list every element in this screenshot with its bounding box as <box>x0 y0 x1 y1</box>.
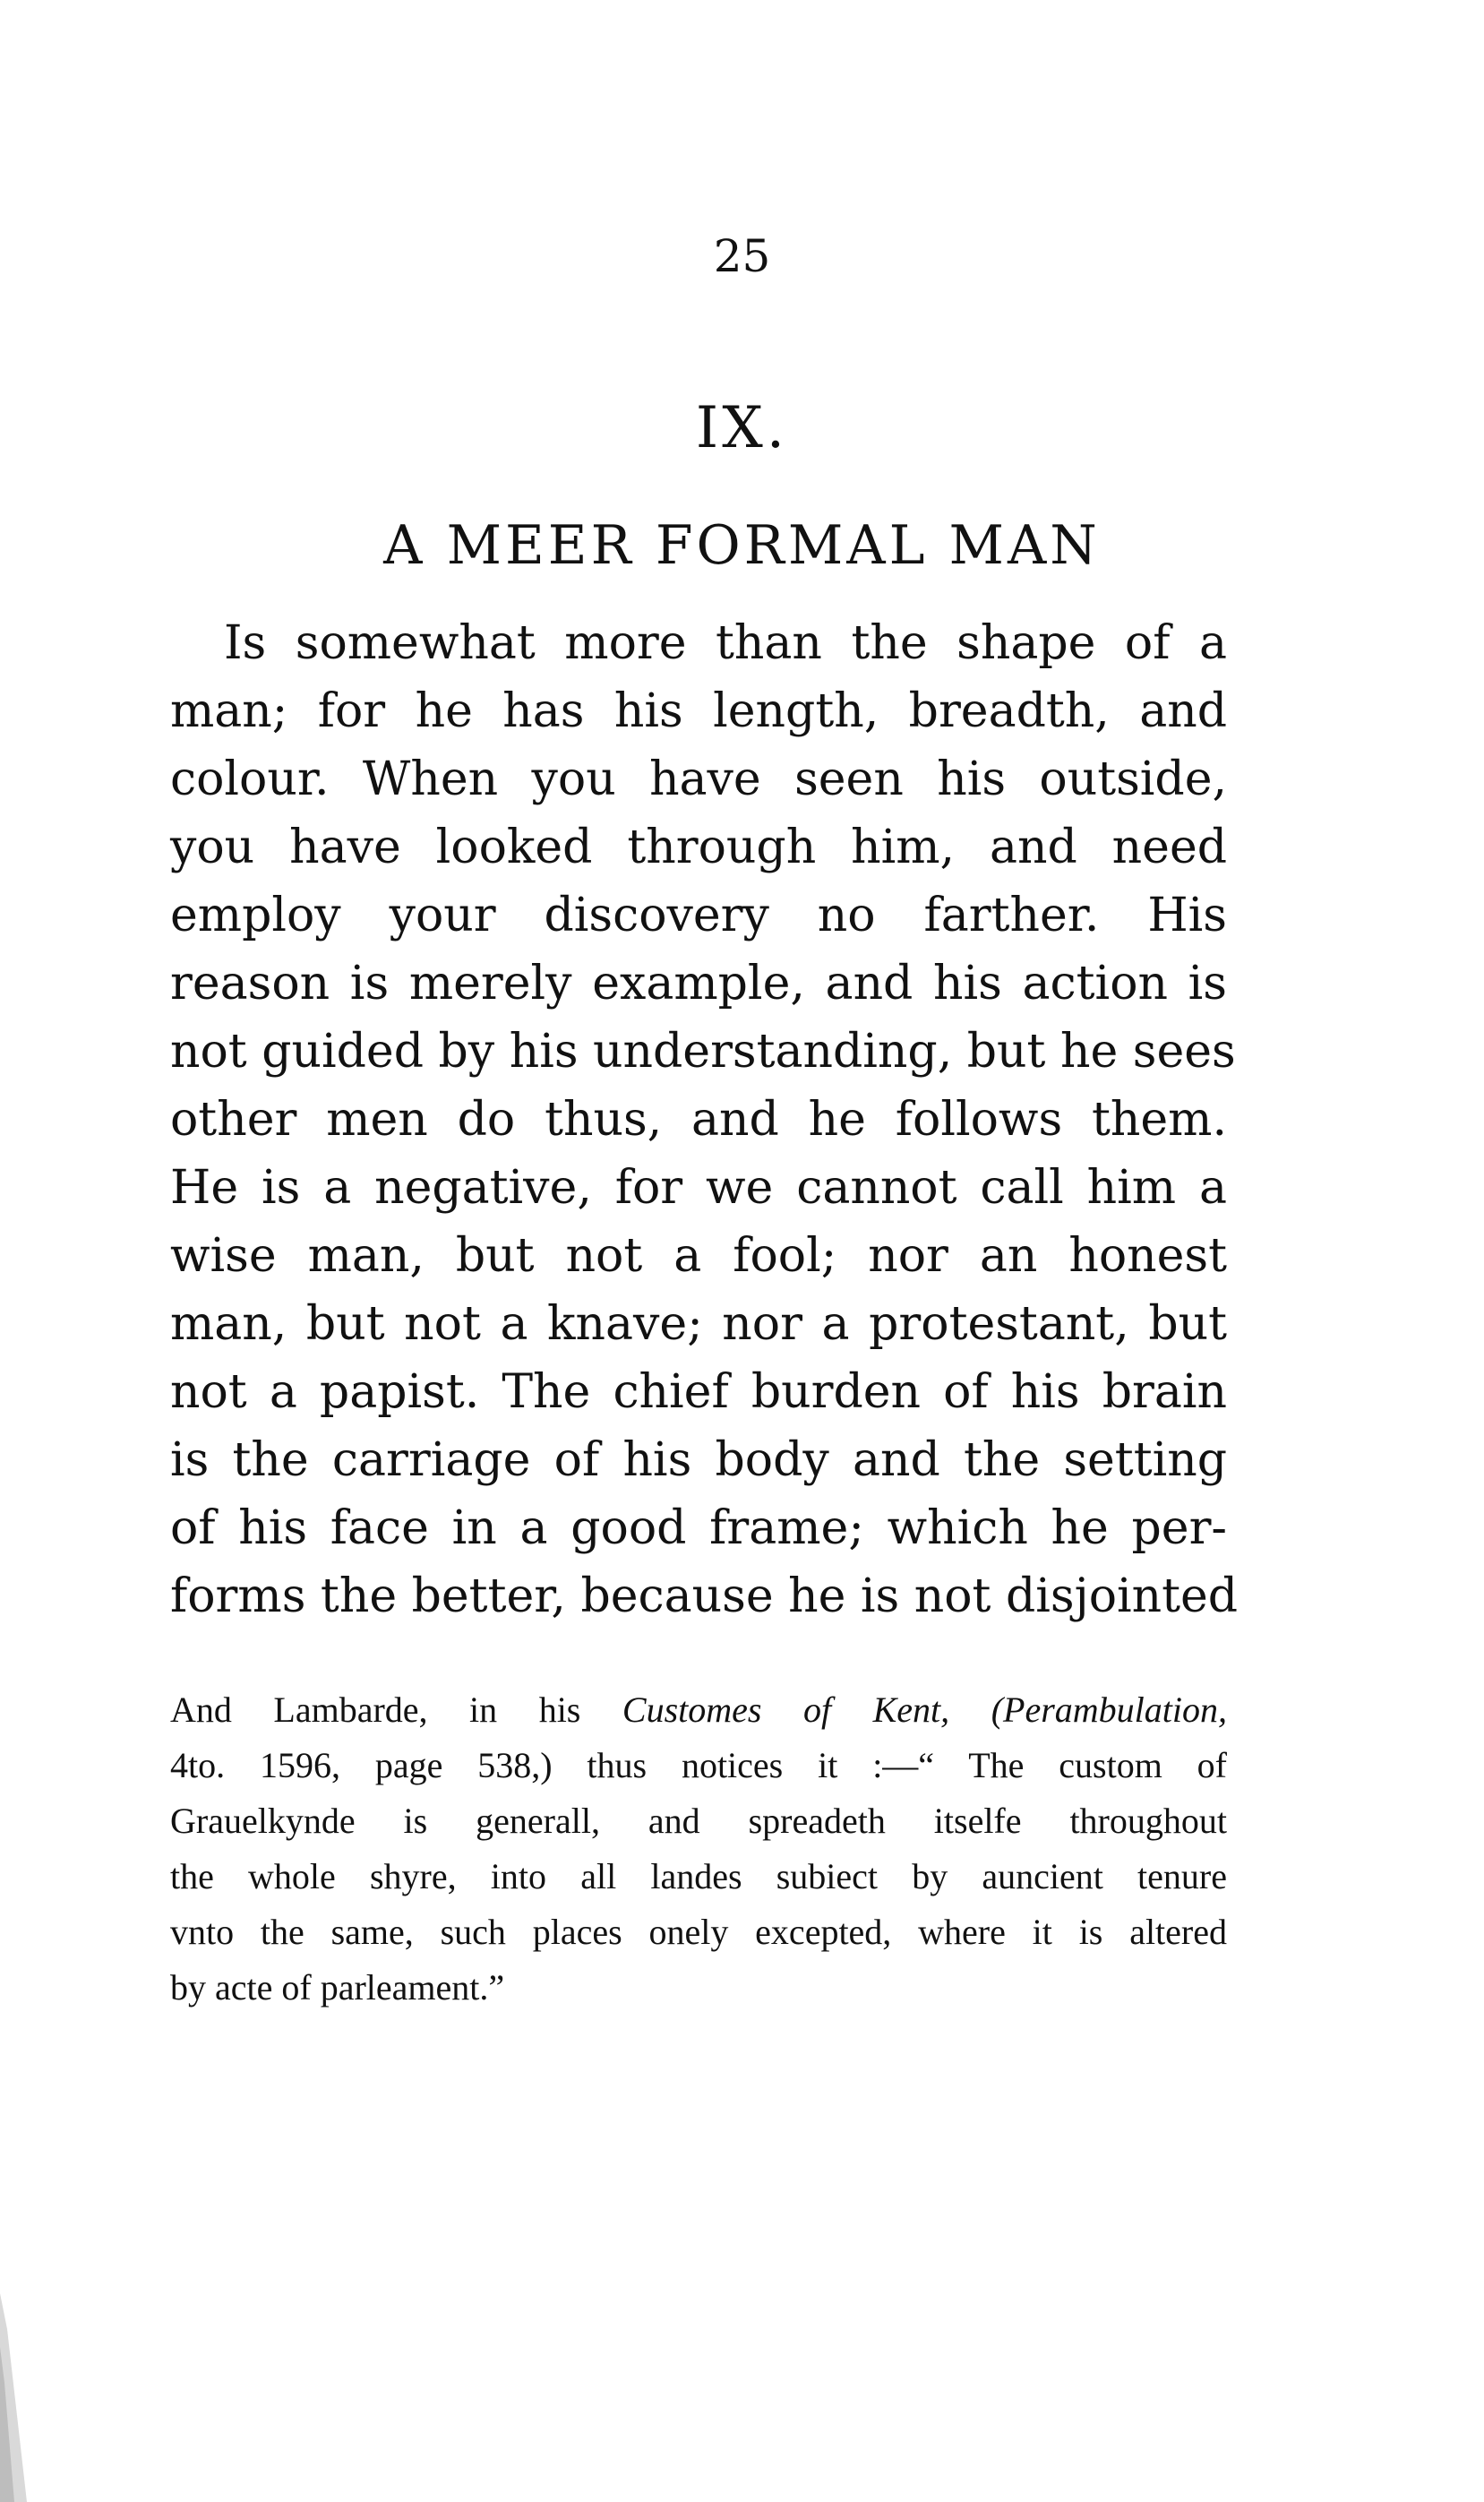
body-line: other men do thus, and he follows them. <box>170 1093 1227 1147</box>
body-line: Is somewhat more than the shape of a <box>224 616 1227 670</box>
chapter-title: A MEER FORMAL MAN <box>383 514 1101 577</box>
footnote-text: And Lambarde, in his <box>170 1689 581 1730</box>
body-line: of his face in a good frame; which he per- <box>170 1501 1227 1555</box>
body-line: reason is merely example, and his action is <box>170 957 1227 1010</box>
body-line: employ your discovery no farther. His <box>170 889 1227 942</box>
footnote-line <box>170 1682 1227 1738</box>
footnote-line: the whole shyre, into all landes subiect by auncient tenure <box>170 1856 1227 1896</box>
footnote-line: Grauelkynde is generall, and spreadeth itselfe throughout <box>170 1801 1227 1841</box>
body-line: not guided by his understanding, but he sees <box>170 1025 1236 1079</box>
body-line: He is a negative, for we cannot call him a <box>170 1161 1227 1215</box>
body-line: wise man, but not a fool; nor an honest <box>170 1229 1227 1283</box>
body-line: man, but not a knave; nor a protestant, but <box>170 1297 1227 1351</box>
body-text <box>170 609 1239 1630</box>
body-line: colour. When you have seen his outside, <box>170 752 1227 806</box>
footnote-italic-ref: (Perambulation, <box>991 1689 1228 1730</box>
body-line: man; for he has his length, breadth, and <box>170 684 1227 738</box>
footnote <box>170 1682 1227 2016</box>
chapter-numeral: IX. <box>695 395 789 461</box>
body-line: you have looked through him, and need <box>170 821 1227 874</box>
page-number: 25 <box>713 230 771 282</box>
body-line: not a papist. The chief burden of his brain <box>170 1365 1227 1419</box>
footnote-line: vnto the same, such places onely excepted, where it is altered <box>170 1912 1227 1952</box>
footnote-line: by acte of parleament.” <box>170 1967 505 2008</box>
body-line: is the carriage of his body and the setting <box>170 1433 1227 1487</box>
page-corner-shadow <box>0 2293 54 2502</box>
footnote-line: 4to. 1596, page 538,) thus notices it :—“ The custom of <box>170 1745 1227 1785</box>
body-line: forms the better, because he is not disjointed <box>170 1569 1239 1623</box>
footnote-italic-title: Customes of Kent, <box>622 1689 950 1730</box>
